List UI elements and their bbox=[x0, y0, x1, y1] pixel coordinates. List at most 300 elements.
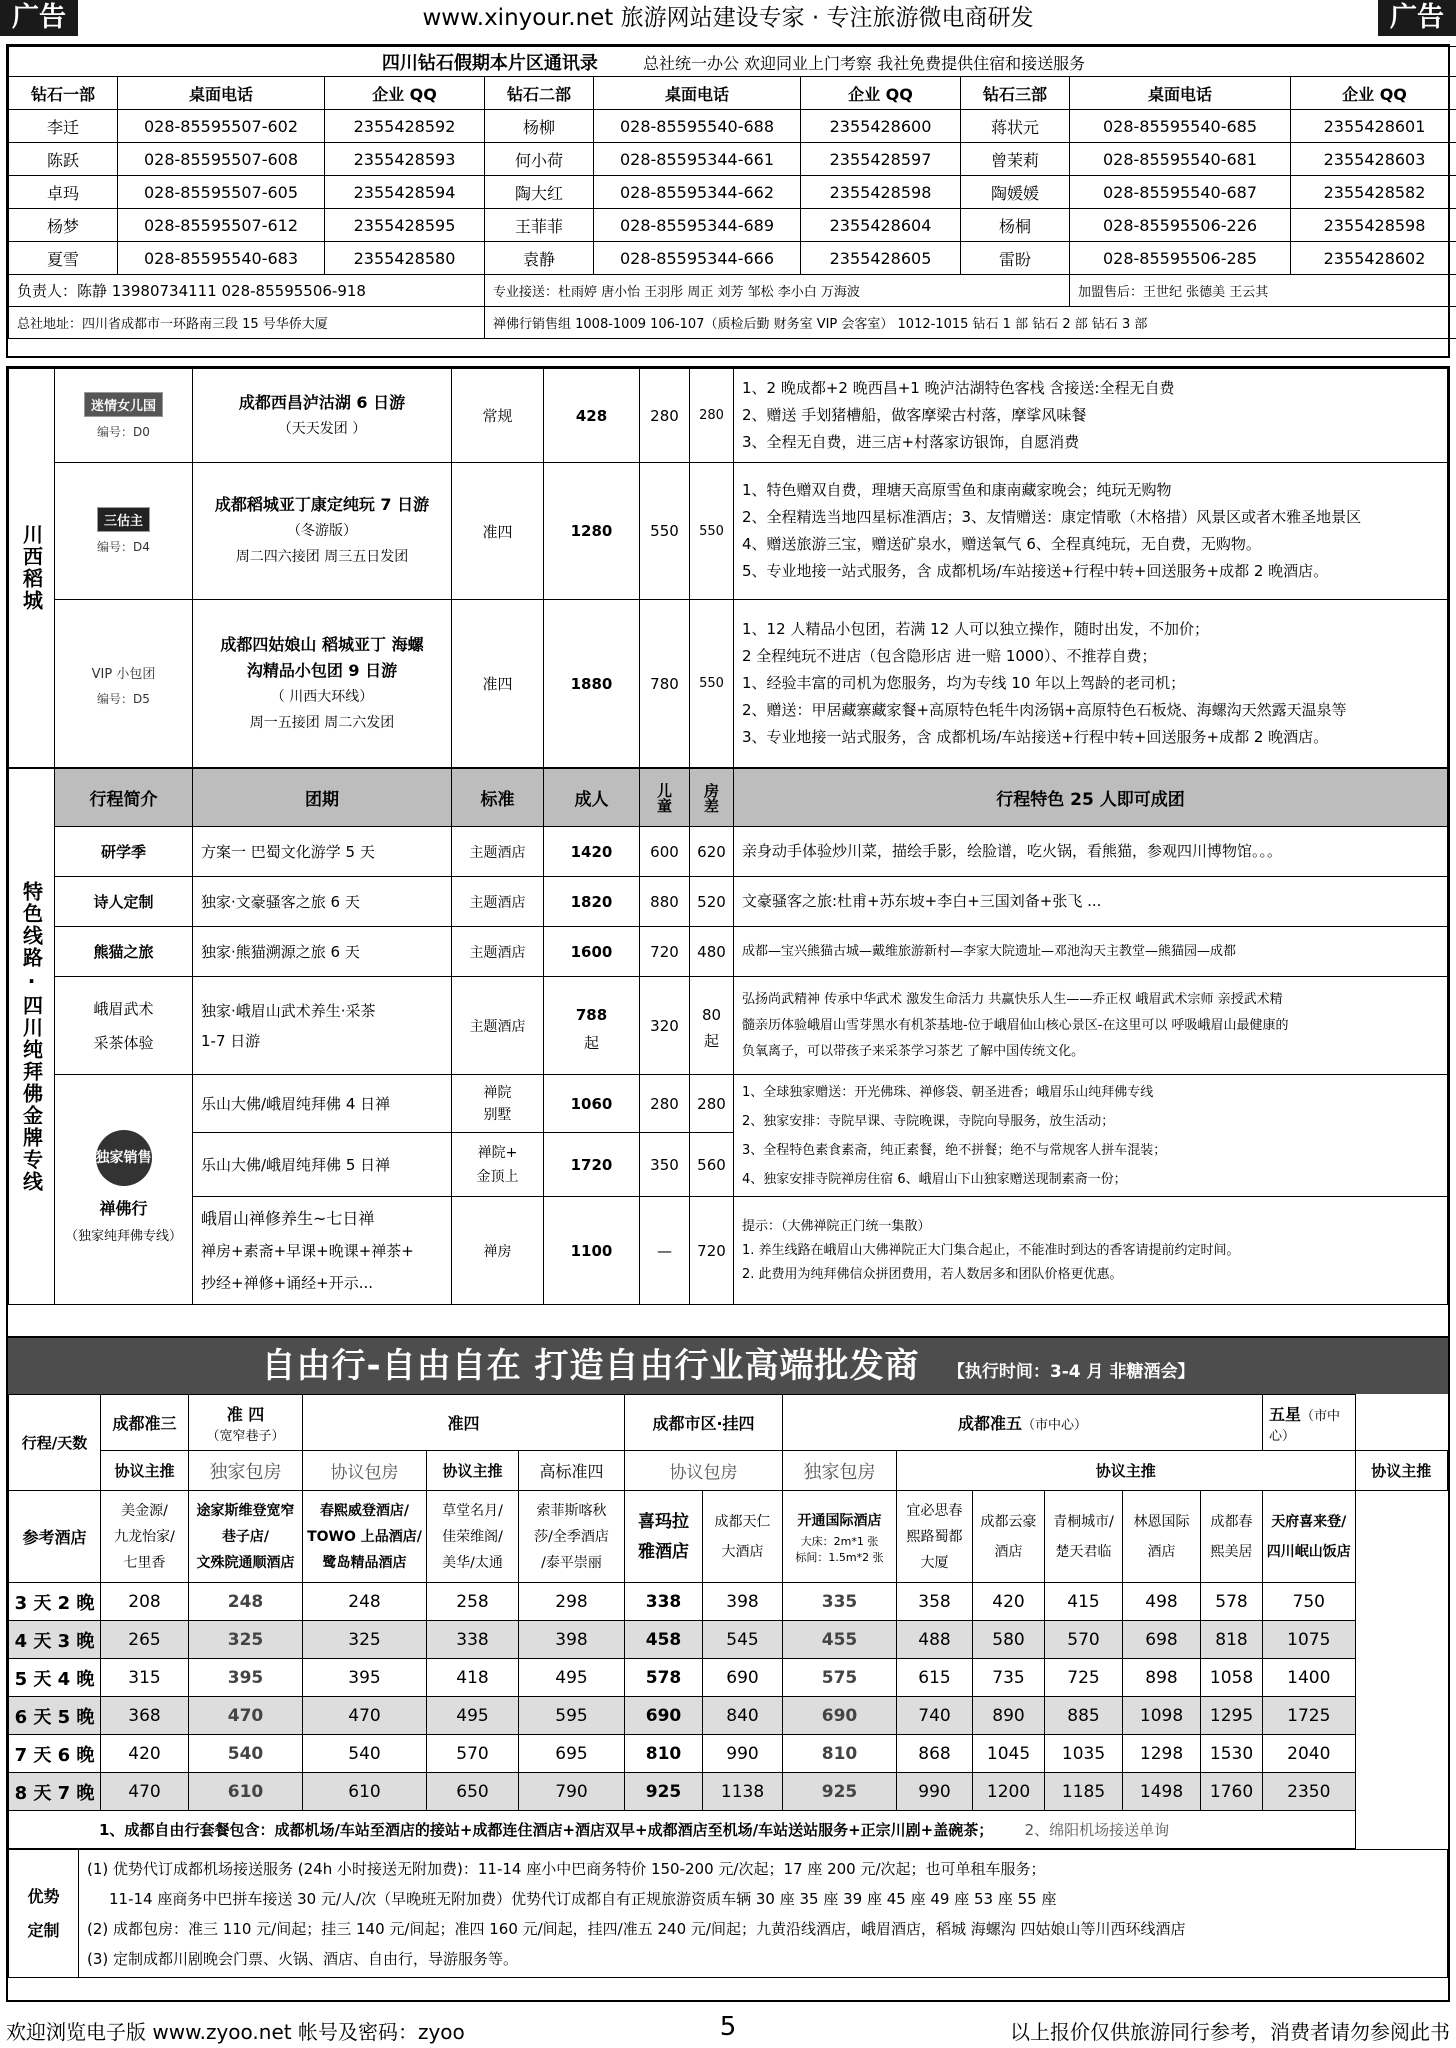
hotel-group: 成都准三 bbox=[101, 1395, 189, 1451]
room-diff: 620 bbox=[690, 827, 734, 877]
hotel-group: 成都市区·挂四 bbox=[625, 1395, 783, 1451]
qq-number[interactable]: 2355428595 bbox=[325, 209, 485, 242]
route-intro: 峨眉武术 采茶体验 bbox=[55, 977, 193, 1075]
route-date[interactable]: 独家·熊猫溯源之旅 6 天 bbox=[193, 927, 452, 977]
office-address: 总社地址：四川省成都市一环路南三段 15 号华侨大厦 bbox=[9, 307, 485, 339]
package-price: 790 bbox=[519, 1773, 625, 1811]
column-header: 儿童 bbox=[640, 769, 690, 827]
table-row bbox=[9, 176, 1456, 209]
package-price: 418 bbox=[427, 1659, 519, 1697]
package-price: 368 bbox=[101, 1697, 189, 1735]
route-standard: 禅院 别墅 bbox=[452, 1075, 544, 1133]
qq-number[interactable]: 2355428594 bbox=[325, 176, 485, 209]
column-header: 房差 bbox=[690, 769, 734, 827]
child-price: 550 bbox=[640, 463, 690, 600]
desk-phone[interactable]: 028-85595540-688 bbox=[594, 110, 801, 143]
package-price: 615 bbox=[897, 1659, 973, 1697]
child-price: — bbox=[640, 1197, 690, 1305]
room-diff: 280 bbox=[690, 369, 734, 463]
type-label: 协议主推 bbox=[1355, 1451, 1448, 1491]
route-features: 亲身动手体验炒川菜，描绘手影，绘脸谱，吃火锅，看熊猫，参观四川博物馆。。。 bbox=[734, 827, 1448, 877]
package-price: 925 bbox=[783, 1773, 897, 1811]
desk-phone[interactable]: 028-85595540-681 bbox=[1070, 143, 1291, 176]
package-price: 695 bbox=[519, 1735, 625, 1773]
directory-title-row bbox=[9, 47, 1456, 77]
package-price: 990 bbox=[897, 1773, 973, 1811]
package-price: 398 bbox=[703, 1583, 783, 1621]
room-diff: 720 bbox=[690, 1197, 734, 1305]
route-code: 编号：D0 bbox=[97, 424, 150, 439]
package-price: 248 bbox=[303, 1583, 427, 1621]
package-price: 1058 bbox=[1201, 1659, 1263, 1697]
column-header: 成人 bbox=[544, 769, 640, 827]
site-banner[interactable]: www.xinyour.net 旅游网站建设专家 · 专注旅游微电商研发 bbox=[422, 5, 1034, 31]
staff-name: 夏雪 bbox=[9, 242, 118, 275]
package-price: 208 bbox=[101, 1583, 189, 1621]
hotel-name: 春熙威登酒店/ TOWO 上品酒店/ 鹭岛精品酒店 bbox=[303, 1491, 427, 1583]
desk-phone[interactable]: 028-85595507-602 bbox=[118, 110, 325, 143]
route-features: 1、特色赠双自费，理塘天高原雪鱼和康南藏家晚会；纯玩无购物 2、全程精选当地四星标准酒店；3、友情赠送：康定情歌（木格措）风景区或者木雅圣地景区 4、赠送旅游三宝，赠送矿泉水，赠送氧气 6、全程真纯玩，无自费，无购物。 5、专业地接一站式服务，含 成都机场/车站接送+行程中转+回送服务+成都 2 晚酒店。 bbox=[734, 463, 1448, 600]
page-number: 5 bbox=[719, 2012, 737, 2042]
staff-name: 杨柳 bbox=[485, 110, 594, 143]
package-price: 1035 bbox=[1045, 1735, 1123, 1773]
adult-price: 1060 bbox=[544, 1075, 640, 1133]
table-row bbox=[9, 110, 1456, 143]
adult-price: 1280 bbox=[544, 463, 640, 600]
child-price: 720 bbox=[640, 927, 690, 977]
footer-website[interactable]: 欢迎浏览电子版 www.zyoo.net 帐号及密码：zyoo bbox=[6, 2020, 465, 2044]
type-label: 协议主推 bbox=[427, 1451, 519, 1491]
hotel-name: 途家斯维登宽窄 巷子店/ 文殊院通顺酒店 bbox=[189, 1491, 303, 1583]
qq-number[interactable]: 2355428597 bbox=[801, 143, 961, 176]
package-price: 338 bbox=[625, 1583, 703, 1621]
desk-phone[interactable]: 028-85595506-285 bbox=[1070, 242, 1291, 275]
package-price: 488 bbox=[897, 1621, 973, 1659]
qq-number[interactable]: 2355428592 bbox=[325, 110, 485, 143]
route-name[interactable]: 成都西昌泸沽湖 6 日游 bbox=[238, 392, 406, 412]
price-row bbox=[9, 1583, 1448, 1621]
freetravel-section bbox=[6, 1336, 1450, 2002]
route-features: 文豪骚客之旅:杜甫+苏东坡+李白+三国刘备+张飞 ... bbox=[734, 877, 1448, 927]
type-label: 独家包房 bbox=[189, 1451, 303, 1491]
package-price: 595 bbox=[519, 1697, 625, 1735]
chan-note: （独家纯拜佛专线） bbox=[64, 1228, 182, 1244]
directory-header-row bbox=[9, 77, 1456, 110]
column-header: 企业 QQ bbox=[325, 77, 485, 110]
qq-number[interactable]: 2355428598 bbox=[1291, 209, 1456, 242]
package-includes: 1、成都自由行套餐包含：成都机场/车站至酒店的接站+成都连住酒店+酒店双早+成都酒店至机场/车站送站服务+正宗川剧+盖碗茶； 2、绵阳机场接送单询 bbox=[9, 1811, 1356, 1849]
package-price: 990 bbox=[703, 1735, 783, 1773]
column-header: 行程简介 bbox=[55, 769, 193, 827]
route-schedule: （天天发团 ） bbox=[277, 420, 367, 437]
top-bar bbox=[0, 0, 1456, 36]
route-name-cell: 成都四姑娘山 稻城亚丁 海螺 沟精品小包团 9 日游 （ 川西大环线） 周一五接团 周二六发团 bbox=[193, 600, 452, 768]
route-date[interactable]: 乐山大佛/峨眉纯拜佛 4 日禅 bbox=[193, 1075, 452, 1133]
desk-phone[interactable]: 028-85595344-662 bbox=[594, 176, 801, 209]
desk-phone[interactable]: 028-85595540-683 bbox=[118, 242, 325, 275]
route-badge: 迷情女儿国 bbox=[84, 392, 163, 417]
staff-name: 杨梦 bbox=[9, 209, 118, 242]
route-standard: 主题酒店 bbox=[452, 977, 544, 1075]
type-label: 协议主推 bbox=[101, 1451, 189, 1491]
route-date[interactable]: 峨眉山禅修养生~七日禅 禅房+素斋+早课+晚课+禅茶+ 抄经+禅修+诵经+开示... bbox=[193, 1197, 452, 1305]
advantage-table bbox=[8, 1849, 1448, 1978]
package-price: 395 bbox=[189, 1659, 303, 1697]
desk-phone[interactable]: 028-85595540-687 bbox=[1070, 176, 1291, 209]
table-row bbox=[9, 1075, 1448, 1133]
manager-info: 负责人：陈静 13980734111 028-85595506-918 bbox=[9, 275, 485, 307]
qq-number[interactable]: 2355428602 bbox=[1291, 242, 1456, 275]
column-header: 钻石二部 bbox=[485, 77, 594, 110]
package-price: 315 bbox=[101, 1659, 189, 1697]
route-features: 成都—宝兴熊猫古城—戴维旅游新村—李家大院遗址—邓池沟天主教堂—熊猫园—成都 bbox=[734, 927, 1448, 977]
hotel-name: 林恩国际 酒店 bbox=[1123, 1491, 1201, 1583]
child-price: 320 bbox=[640, 977, 690, 1075]
table-row bbox=[9, 827, 1448, 877]
package-price: 470 bbox=[303, 1697, 427, 1735]
package-price: 698 bbox=[1123, 1621, 1201, 1659]
child-price: 600 bbox=[640, 827, 690, 877]
qq-number[interactable]: 2355428600 bbox=[801, 110, 961, 143]
room-diff: 80 起 bbox=[690, 977, 734, 1075]
package-price: 495 bbox=[427, 1697, 519, 1735]
package-price: 495 bbox=[519, 1659, 625, 1697]
package-price: 1138 bbox=[703, 1773, 783, 1811]
staff-name: 陈跃 bbox=[9, 143, 118, 176]
qq-number[interactable]: 2355428593 bbox=[325, 143, 485, 176]
hotel-name: 青桐城市/ 楚天君临 bbox=[1045, 1491, 1123, 1583]
duration-label: 5 天 4 晚 bbox=[9, 1659, 101, 1697]
directory-title: 四川钻石假期本片区通讯录 bbox=[381, 52, 598, 74]
desk-phone[interactable]: 028-85595507-605 bbox=[118, 176, 325, 209]
hotel-group: 准四 bbox=[303, 1395, 625, 1451]
adult-price: 1420 bbox=[544, 827, 640, 877]
route-features: 弘扬尚武精神 传承中华武术 激发生命活力 共赢快乐人生——乔正权 峨眉武术宗师 亲授武术精 髓亲历体验峨眉山雪芽黑水有机茶基地-位于峨眉仙山核心景区-在这里可以 呼吸峨眉山最健康的 负氧离子，可以带孩子来采茶学习茶艺 了解中国传统文化。 bbox=[734, 977, 1448, 1075]
hotel-group: 成都准五（市中心） bbox=[783, 1395, 1263, 1451]
package-price: 810 bbox=[625, 1735, 703, 1773]
table-row bbox=[9, 143, 1456, 176]
room-diff: 550 bbox=[690, 600, 734, 768]
price-row bbox=[9, 1735, 1448, 1773]
package-price: 610 bbox=[189, 1773, 303, 1811]
column-header: 钻石三部 bbox=[961, 77, 1070, 110]
type-label: 高标准四 bbox=[519, 1451, 625, 1491]
hotel-name: 成都天仁 大酒店 bbox=[703, 1491, 783, 1583]
type-label: 协议包房 bbox=[625, 1451, 783, 1491]
hotel-name: 索菲斯喀秋 莎/全季酒店 /泰平崇丽 bbox=[519, 1491, 625, 1583]
desk-phone[interactable]: 028-85595344-689 bbox=[594, 209, 801, 242]
package-price: 690 bbox=[783, 1697, 897, 1735]
directory-note: 总社统一办公 欢迎同业上门考察 我社免费提供住宿和接送服务 bbox=[642, 53, 1086, 73]
hotel-name: 成都云豪 酒店 bbox=[973, 1491, 1045, 1583]
route-standard: 常规 bbox=[452, 369, 544, 463]
package-price: 578 bbox=[1201, 1583, 1263, 1621]
staff-name: 蒋状元 bbox=[961, 110, 1070, 143]
advantage-text: (1) 优势代订成都机场接送服务 (24h 小时接送无附加费)：11-14 座小中巴商务特价 150-200 元/次起；17 座 200 元/次起；也可单租车服务； 11-14 座商务中巴拼车接送 30 元/人/次（早晚班无附加费）优势代订成都自有正规旅游资质车辆 30 座 35 座 39 座 45 座 49 座 53 座 55 座 (2) 成都包房：准三 110 元/间起；挂三 140 元/间起；准四 160 元/间起，挂四/准五 240 元/间起；九黄沿线酒店，峨眉酒店，稻城 海螺沟 四姑娘山等川西环线酒店 (3) 定制成都川剧晚会门票、火锅、酒店、自由行，导游服务等。 bbox=[79, 1850, 1448, 1978]
child-price: 280 bbox=[640, 1075, 690, 1133]
route-date[interactable]: 独家·峨眉山武术养生·采茶 1-7 日游 bbox=[193, 977, 452, 1075]
package-price: 890 bbox=[973, 1697, 1045, 1735]
route-badge: VIP 小包团 bbox=[86, 661, 162, 684]
package-price: 415 bbox=[1045, 1583, 1123, 1621]
package-price: 325 bbox=[189, 1621, 303, 1659]
package-price: 1185 bbox=[1045, 1773, 1123, 1811]
price-row bbox=[9, 1659, 1448, 1697]
type-label: 协议主推 bbox=[897, 1451, 1355, 1491]
duration-label: 8 天 7 晚 bbox=[9, 1773, 101, 1811]
table-row bbox=[9, 977, 1448, 1075]
table-row bbox=[9, 877, 1448, 927]
package-price: 650 bbox=[427, 1773, 519, 1811]
package-price: 420 bbox=[973, 1583, 1045, 1621]
freetravel-price-table bbox=[8, 1394, 1448, 1849]
column-header: 桌面电话 bbox=[1070, 77, 1291, 110]
hotel-row bbox=[9, 1491, 1448, 1583]
package-price: 265 bbox=[101, 1621, 189, 1659]
package-price: 258 bbox=[427, 1583, 519, 1621]
package-price: 1298 bbox=[1123, 1735, 1201, 1773]
route-schedule: 周二四六接团 周三五日发团 bbox=[235, 549, 409, 565]
advantage-label: 优势 定制 bbox=[9, 1850, 79, 1978]
route-features: 1、12 人精品小包团，若满 12 人可以独立操作，随时出发，不加价； 2 全程纯玩不进店（包含隐形店 进一赔 1000）、不推荐自费； 1、经验丰富的司机为您服务，均为专线 10 年以上驾龄的老司机； 2、赠送：甲居藏寨藏家餐+高原特色牦牛肉汤锅+高原特色石板烧、海螺沟天然露天温泉等 3、专业地接一站式服务，含 成都机场/车站接送+行程中转+回送服务+成都 2 晚酒店。 bbox=[734, 600, 1448, 768]
office-rooms: 禅佛行销售组 1008-1009 106-107（质检后勤 财务室 VIP 会客室） 1012-1015 钻石 1 部 钻石 2 部 钻石 3 部 bbox=[485, 307, 1456, 339]
route-tag-cell bbox=[55, 463, 193, 600]
column-header: 标准 bbox=[452, 769, 544, 827]
package-price: 868 bbox=[897, 1735, 973, 1773]
desk-phone[interactable]: 028-85595507-608 bbox=[118, 143, 325, 176]
region-label: 川西稻城 bbox=[9, 369, 55, 768]
freetravel-banner bbox=[8, 1338, 1448, 1394]
desk-phone[interactable]: 028-85595507-612 bbox=[118, 209, 325, 242]
qq-number[interactable]: 2355428603 bbox=[1291, 143, 1456, 176]
aftersales-staff: 加盟售后：王世纪 张德美 王云其 bbox=[1070, 275, 1456, 307]
freetravel-title: 自由行-自由自在 打造自由行业高端批发商 bbox=[261, 1346, 920, 1386]
special-header-row bbox=[9, 769, 1448, 827]
route-standard: 禅院+ 金顶上 bbox=[452, 1133, 544, 1197]
package-price: 1725 bbox=[1263, 1697, 1355, 1735]
route-standard: 主题酒店 bbox=[452, 877, 544, 927]
package-price: 248 bbox=[189, 1583, 303, 1621]
package-price: 1200 bbox=[973, 1773, 1045, 1811]
package-price: 298 bbox=[519, 1583, 625, 1621]
package-price: 1498 bbox=[1123, 1773, 1201, 1811]
package-price: 740 bbox=[897, 1697, 973, 1735]
hotel-name: 天府喜来登/ 四川岷山饭店 bbox=[1263, 1491, 1355, 1583]
package-price: 1295 bbox=[1201, 1697, 1263, 1735]
route-name-cell bbox=[193, 369, 452, 463]
package-price: 690 bbox=[625, 1697, 703, 1735]
desk-phone[interactable]: 028-85595506-226 bbox=[1070, 209, 1291, 242]
package-price: 750 bbox=[1263, 1583, 1355, 1621]
type-label: 协议包房 bbox=[303, 1451, 427, 1491]
hotel-name: 成都春 熙美居 bbox=[1201, 1491, 1263, 1583]
adult-price: 1720 bbox=[544, 1133, 640, 1197]
directory-section bbox=[6, 44, 1450, 358]
adult-price: 1600 bbox=[544, 927, 640, 977]
package-price: 570 bbox=[1045, 1621, 1123, 1659]
adult-price: 788 起 bbox=[544, 977, 640, 1075]
chan-label-cell bbox=[55, 1075, 193, 1305]
footer bbox=[0, 2008, 1456, 2048]
route-badge: 三估主 bbox=[97, 507, 150, 532]
desk-phone[interactable]: 028-85595344-666 bbox=[594, 242, 801, 275]
route-schedule: 周一五接团 周二六发团 bbox=[249, 714, 395, 731]
child-price: 780 bbox=[640, 600, 690, 768]
package-price: 545 bbox=[703, 1621, 783, 1659]
hotel-name: 美金源/ 九龙怡家/ 七里香 bbox=[101, 1491, 189, 1583]
route-standard: 准四 bbox=[452, 600, 544, 768]
hotel-group: 五星（市中心） bbox=[1263, 1395, 1355, 1451]
pickup-staff: 专业接送：杜雨婷 唐小怡 王羽彤 周正 刘芳 邹松 李小白 万海波 bbox=[485, 275, 1070, 307]
route-code: 编号：D5 bbox=[97, 691, 150, 706]
table-row bbox=[9, 242, 1456, 275]
package-price: 1045 bbox=[973, 1735, 1045, 1773]
table-row bbox=[9, 209, 1456, 242]
child-price: 350 bbox=[640, 1133, 690, 1197]
qq-number[interactable]: 2355428604 bbox=[801, 209, 961, 242]
hotel-name: 喜玛拉 雅酒店 bbox=[625, 1491, 703, 1583]
duration-label: 3 天 2 晚 bbox=[9, 1583, 101, 1621]
package-price: 470 bbox=[189, 1697, 303, 1735]
route-standard: 准四 bbox=[452, 463, 544, 600]
package-price: 470 bbox=[101, 1773, 189, 1811]
west-routes-table bbox=[8, 368, 1448, 768]
qq-number[interactable]: 2355428605 bbox=[801, 242, 961, 275]
package-price: 1098 bbox=[1123, 1697, 1201, 1735]
staff-name: 袁静 bbox=[485, 242, 594, 275]
freetravel-period: 【执行时间：3-4 月 非糖酒会】 bbox=[947, 1362, 1195, 1382]
package-price: 575 bbox=[783, 1659, 897, 1697]
staff-name: 何小荷 bbox=[485, 143, 594, 176]
room-diff: 480 bbox=[690, 927, 734, 977]
package-price: 570 bbox=[427, 1735, 519, 1773]
type-label: 独家包房 bbox=[783, 1451, 897, 1491]
package-price: 690 bbox=[703, 1659, 783, 1697]
qq-number[interactable]: 2355428598 bbox=[801, 176, 961, 209]
package-price: 455 bbox=[783, 1621, 897, 1659]
route-intro: 熊猫之旅 bbox=[55, 927, 193, 977]
chan-notice: 提示：（大佛禅院正门统一集散） 1. 养生线路在峨眉山大佛禅院正大门集合起止，不能准时到达的香客请提前约定时间。 2. 此费用为纯拜佛信众拼团费用，若人数居多和团队价格更优惠。 bbox=[734, 1197, 1448, 1305]
staff-name: 曾茉莉 bbox=[961, 143, 1070, 176]
column-header: 桌面电话 bbox=[594, 77, 801, 110]
staff-name: 李迁 bbox=[9, 110, 118, 143]
staff-name: 王菲菲 bbox=[485, 209, 594, 242]
package-price: 725 bbox=[1045, 1659, 1123, 1697]
package-price: 925 bbox=[625, 1773, 703, 1811]
staff-name: 陶大红 bbox=[485, 176, 594, 209]
price-row bbox=[9, 1773, 1448, 1811]
room-diff: 280 bbox=[690, 1075, 734, 1133]
room-diff: 520 bbox=[690, 877, 734, 927]
route-standard: 主题酒店 bbox=[452, 927, 544, 977]
chan-features: 1、全球独家赠送：开光佛珠、禅修袋、朝圣进香；峨眉乐山纯拜佛专线 2、独家安排：寺院早课、寺院晚课，寺院向导服务，放生活动； 3、全程特色素食素斋，纯正素餐，绝不拼餐；绝不与常规客人拼车混装； 4、独家安排寺院禅房住宿 6、峨眉山下山独家赠送现制素斋一份； bbox=[734, 1075, 1448, 1197]
special-routes-table bbox=[8, 768, 1448, 1305]
route-name-cell: 成都稻城亚丁康定纯玩 7 日游 （冬游版） 周二四六接团 周三五日发团 bbox=[193, 463, 452, 600]
column-header: 团期 bbox=[193, 769, 452, 827]
route-date[interactable]: 独家·文豪骚客之旅 6 天 bbox=[193, 877, 452, 927]
duration-label: 7 天 6 晚 bbox=[9, 1735, 101, 1773]
adult-price: 1880 bbox=[544, 600, 640, 768]
package-price: 610 bbox=[303, 1773, 427, 1811]
directory-table bbox=[8, 46, 1456, 339]
package-price: 398 bbox=[519, 1621, 625, 1659]
column-header: 钻石一部 bbox=[9, 77, 118, 110]
package-price: 885 bbox=[1045, 1697, 1123, 1735]
adult-price: 428 bbox=[544, 369, 640, 463]
price-row bbox=[9, 1697, 1448, 1735]
desk-phone[interactable]: 028-85595540-685 bbox=[1070, 110, 1291, 143]
package-price: 818 bbox=[1201, 1621, 1263, 1659]
room-diff: 560 bbox=[690, 1133, 734, 1197]
route-code: 编号：D4 bbox=[97, 540, 150, 554]
route-tag-cell bbox=[55, 600, 193, 768]
room-diff: 550 bbox=[690, 463, 734, 600]
chan-title: 禅佛行 bbox=[99, 1198, 148, 1218]
package-price: 580 bbox=[973, 1621, 1045, 1659]
column-header: 企业 QQ bbox=[1291, 77, 1456, 110]
duration-label: 6 天 5 晚 bbox=[9, 1697, 101, 1735]
adult-price: 1820 bbox=[544, 877, 640, 927]
package-price: 1075 bbox=[1263, 1621, 1355, 1659]
hotel-name: 草堂名月/ 佳荣维阁/ 美华/太通 bbox=[427, 1491, 519, 1583]
package-price: 335 bbox=[783, 1583, 897, 1621]
table-row bbox=[9, 1197, 1448, 1305]
row-label: 行程/天数 bbox=[9, 1395, 101, 1491]
package-price: 358 bbox=[897, 1583, 973, 1621]
qq-number[interactable]: 2355428601 bbox=[1291, 110, 1456, 143]
hotel-name: 宜必思春 熙路蜀都 大厦 bbox=[897, 1491, 973, 1583]
package-price: 2040 bbox=[1263, 1735, 1355, 1773]
package-price: 498 bbox=[1123, 1583, 1201, 1621]
desk-phone[interactable]: 028-85595344-661 bbox=[594, 143, 801, 176]
route-date[interactable]: 乐山大佛/峨眉纯拜佛 5 日禅 bbox=[193, 1133, 452, 1197]
column-header: 桌面电话 bbox=[118, 77, 325, 110]
route-intro: 研学季 bbox=[55, 827, 193, 877]
route-standard: 主题酒店 bbox=[452, 827, 544, 877]
route-intro: 诗人定制 bbox=[55, 877, 193, 927]
package-price: 1760 bbox=[1201, 1773, 1263, 1811]
staff-name: 杨桐 bbox=[961, 209, 1070, 242]
qq-number[interactable]: 2355428580 bbox=[325, 242, 485, 275]
package-price: 578 bbox=[625, 1659, 703, 1697]
package-price: 395 bbox=[303, 1659, 427, 1697]
staff-name: 陶媛媛 bbox=[961, 176, 1070, 209]
package-price: 2350 bbox=[1263, 1773, 1355, 1811]
route-features: 1、2 晚成都+2 晚西昌+1 晚泸沽湖特色客栈 含接送:全程无自费 2、赠送 手划猪槽船，做客摩梁古村落，摩挲风味餐 3、全程无自费，进三店+村落家访银饰，自愿消费 bbox=[734, 369, 1448, 463]
package-price: 540 bbox=[303, 1735, 427, 1773]
route-name[interactable]: 成都稻城亚丁康定纯玩 7 日游 bbox=[214, 495, 430, 514]
region-label: 特色线路·四川纯拜佛金牌专线 bbox=[9, 769, 55, 1305]
ad-tag-left: 广告 bbox=[0, 0, 78, 36]
package-price: 1530 bbox=[1201, 1735, 1263, 1773]
package-price: 458 bbox=[625, 1621, 703, 1659]
hotel-group: 准 四 （宽窄巷子） bbox=[189, 1395, 303, 1451]
route-date[interactable]: 方案一 巴蜀文化游学 5 天 bbox=[193, 827, 452, 877]
adult-price: 1100 bbox=[544, 1197, 640, 1305]
ad-tag-right: 广告 bbox=[1378, 0, 1456, 36]
package-price: 1400 bbox=[1263, 1659, 1355, 1697]
package-price: 338 bbox=[427, 1621, 519, 1659]
route-name[interactable]: 成都四姑娘山 稻城亚丁 海螺 bbox=[220, 634, 424, 654]
package-price: 540 bbox=[189, 1735, 303, 1773]
staff-name: 卓玛 bbox=[9, 176, 118, 209]
staff-name: 雷盼 bbox=[961, 242, 1070, 275]
qq-number[interactable]: 2355428582 bbox=[1291, 176, 1456, 209]
package-price: 325 bbox=[303, 1621, 427, 1659]
package-price: 840 bbox=[703, 1697, 783, 1735]
child-price: 880 bbox=[640, 877, 690, 927]
package-price: 420 bbox=[101, 1735, 189, 1773]
